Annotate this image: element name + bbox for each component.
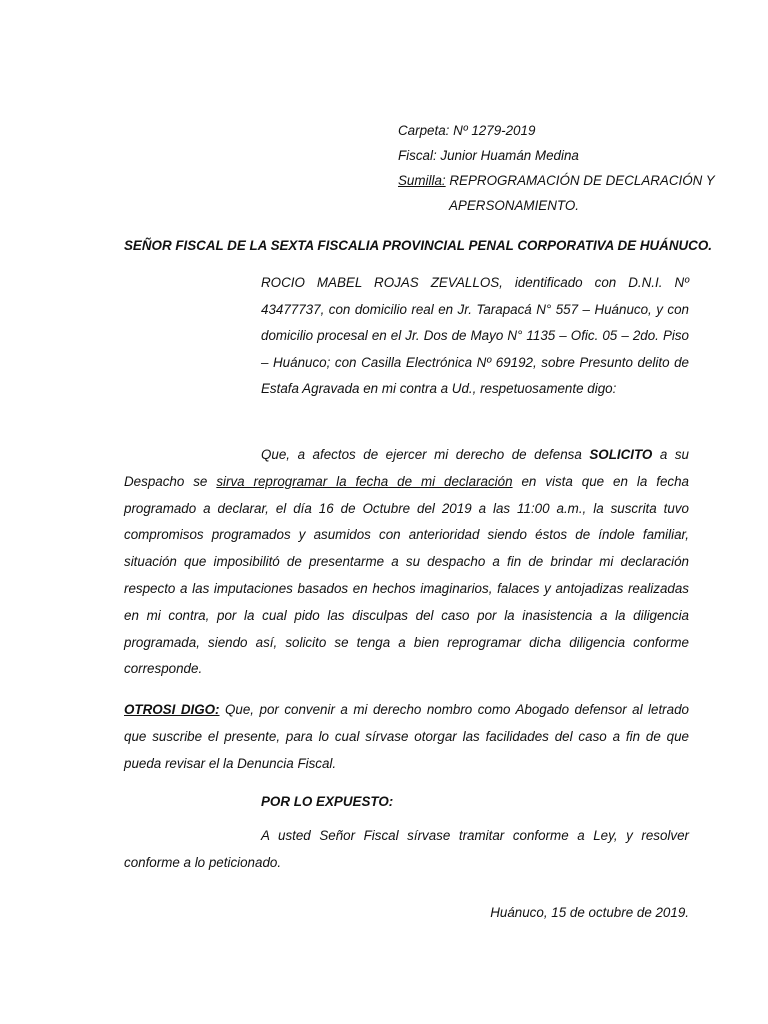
request-mid: a su Despacho se [124, 447, 689, 489]
party-identification: ROCIO MABEL ROJAS ZEVALLOS, identificado con D.N.I. Nº 43477737, con domicilio real en Jr. Tarapacá N° 557 – Huánuco, y con domicilio procesal en el Jr. Dos de Mayo N° 1135 – Ofic. 05 – 2do. Piso – Huánuco; con Casilla Electrónica Nº 69192, sobre Presunto delito de Estafa Agravada en mi contra a Ud., respetuosamente digo: [261, 275, 689, 397]
sumilla-line [398, 168, 715, 193]
sumilla-label: Sumilla: [398, 173, 446, 188]
request-paragraph [124, 442, 689, 683]
otrosi-label: OTROSI DIGO: [124, 702, 220, 717]
document-header [398, 118, 715, 218]
closing-paragraph: A usted Señor Fiscal sírvase tramitar conforme a Ley, y resolver conforme a lo peticionado. [124, 828, 689, 870]
por-lo-expuesto-heading: POR LO EXPUESTO: [261, 794, 394, 809]
request-rest: en vista que en la fecha programado a declarar, el día 16 de Octubre del 2019 a las 11:00 a.m., la suscrita tuvo compromisos programados y asumidos con anterioridad siendo éstos de índole familiar, situación que imposibilitó de presentarme a su despacho a fin de brindar mi declaración respecto a las imputaciones basados en hechos imaginarios, falaces y antojadizas realizadas en mi contra, por la cual pido las disculpas del caso por la inasistencia a la diligencia programada, siendo así, solicito se tenga a bien reprogramar dicha diligencia conforme corresponde. [124, 473, 689, 677]
sumilla-text: REPROGRAMACIÓN DE DECLARACIÓN Y [445, 173, 715, 188]
request-underlined: sirva reprogramar la fecha de mi declaración [216, 473, 513, 489]
date-line: Huánuco, 15 de octubre de 2019. [490, 905, 689, 920]
sumilla-continuation: APERSONAMIENTO. [449, 198, 579, 213]
fiscal-line: Fiscal: Junior Huamán Medina [398, 148, 579, 163]
otrosi-text: Que, por convenir a mi derecho nombro como Abogado defensor al letrado que suscribe el presente, para lo cual sírvase otorgar las facilidades del caso a fin de que pueda revisar el la Denuncia Fiscal. [124, 702, 689, 771]
request-intro: Que, a afectos de ejercer mi derecho de defensa [261, 447, 590, 462]
carpeta-line: Carpeta: Nº 1279-2019 [398, 123, 536, 138]
solicito-keyword: SOLICITO [589, 447, 653, 462]
otrosi-paragraph [124, 697, 689, 777]
addressee-heading: SEÑOR FISCAL DE LA SEXTA FISCALIA PROVINCIAL PENAL CORPORATIVA DE HUÁNUCO. [124, 238, 712, 253]
